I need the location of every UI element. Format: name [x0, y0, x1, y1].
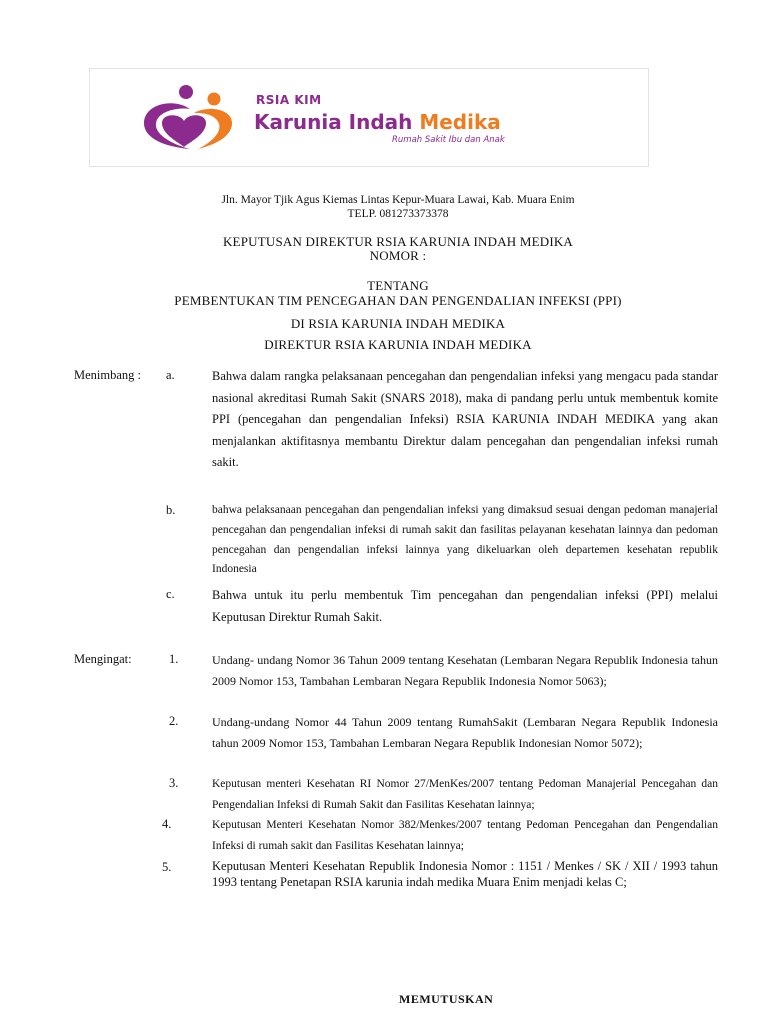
legal-basis-item: Keputusan menteri Kesehatan RI Nomor 27/MenKes/2007 tentang Pedoman Manajerial Pencegahan dan Pengendalian Infeksi di Rumah Sakit dan Fasilitas Kesehatan lainnya;: [212, 778, 718, 811]
section-label-menimbang: Menimbang :: [74, 368, 142, 382]
decree-issuer: DIREKTUR RSIA KARUNIA INDAH MEDIKA: [264, 337, 532, 352]
legal-basis-item: Keputusan Menteri Kesehatan Republik Indonesia Nomor : 1151 / Menkes / SK / XII / 1993 tahun 1993 tentang Penetapan RSIA karunia indah medika Muara Enim menjadi kelas C;: [212, 859, 718, 889]
list-marker: 5.: [162, 860, 172, 874]
phone-line: TELP. 081273373378: [347, 208, 449, 220]
considering-item: Bahwa dalam rangka pelaksanaan pencegahan dan pengendalian infeksi yang mengacu pada standar nasional akreditasi Rumah Sakit (SNARS 2018), maka di pandang perlu untuk membentuk komite PPI (pencegahan dan pengendalian Infeksi) RSIA KARUNIA INDAH MEDIKA yang akan menjalankan aktifitasnya membantu Direktur dalam pencegahan dan pengendalian infeksi rumah sakit.: [212, 369, 718, 469]
mother-child-heart-icon: [134, 83, 246, 153]
list-marker: a.: [166, 368, 175, 382]
list-marker: 2.: [169, 714, 179, 728]
decree-number: NOMOR :: [369, 248, 427, 263]
letterhead-banner: [89, 68, 649, 167]
considering-item: bahwa pelaksanaan pencegahan dan pengendalian infeksi yang dimaksud sesuai dengan pedoman manajerial pencegahan dan pengendalian infeksi di rumah sakit dan fasilitas pelayanan kesehatan lainnya dan pedoman pencegahan dan pengendalian infeksi lainnya yang dikeluarkan oleh departemen kesehatan republik Indonesia: [212, 504, 718, 576]
decision-heading: MEMUTUSKAN: [399, 992, 494, 1006]
list-marker: b.: [166, 503, 176, 517]
decree-subject: PEMBENTUKAN TIM PENCEGAHAN DAN PENGENDALIAN INFEKSI (PPI): [174, 293, 622, 308]
list-marker: c.: [166, 587, 175, 601]
brand-name-part1: Karunia Indah: [254, 110, 420, 134]
brand-short-name: RSIA KIM: [256, 93, 322, 107]
decree-title: KEPUTUSAN DIREKTUR RSIA KARUNIA INDAH MEDIKA: [222, 234, 574, 249]
considering-item: Bahwa untuk itu perlu membentuk Tim pencegahan dan pengendalian infeksi (PPI) melalui Keputusan Direktur Rumah Sakit.: [212, 588, 718, 624]
list-marker: 1.: [169, 652, 179, 666]
legal-basis-item: Undang- undang Nomor 36 Tahun 2009 tentang Kesehatan (Lembaran Negara Republik Indonesia tahun 2009 Nomor 153, Tambahan Lembaran Negara Republik Indonesia Nomor 5063);: [212, 653, 718, 688]
brand-tagline: Rumah Sakit Ibu dan Anak: [392, 135, 505, 145]
section-label-mengingat: Mengingat:: [74, 652, 132, 666]
about-label: TENTANG: [367, 278, 429, 293]
address-line: Jln. Mayor Tjik Agus Kiemas Lintas Kepur-Muara Lawai, Kab. Muara Enim: [221, 194, 575, 206]
brand-name: [254, 110, 501, 134]
list-marker: 3.: [169, 776, 179, 790]
brand-name-part2: Medika: [419, 110, 501, 134]
legal-basis-item: Keputusan Menteri Kesehatan Nomor 382/Menkes/2007 tentang Pedoman Pencegahan dan Pengendalian Infeksi di rumah sakit dan Fasilitas Kesehatan lainnya;: [212, 819, 718, 852]
legal-basis-item: Undang-undang Nomor 44 Tahun 2009 tentang RumahSakit (Lembaran Negara Republik Indonesia tahun 2009 Nomor 153, Tambahan Lembaran Negara Republik Indonesian Nomor 5072);: [212, 715, 718, 750]
decree-location: DI RSIA KARUNIA INDAH MEDIKA: [290, 316, 506, 331]
list-marker: 4.: [162, 817, 172, 831]
